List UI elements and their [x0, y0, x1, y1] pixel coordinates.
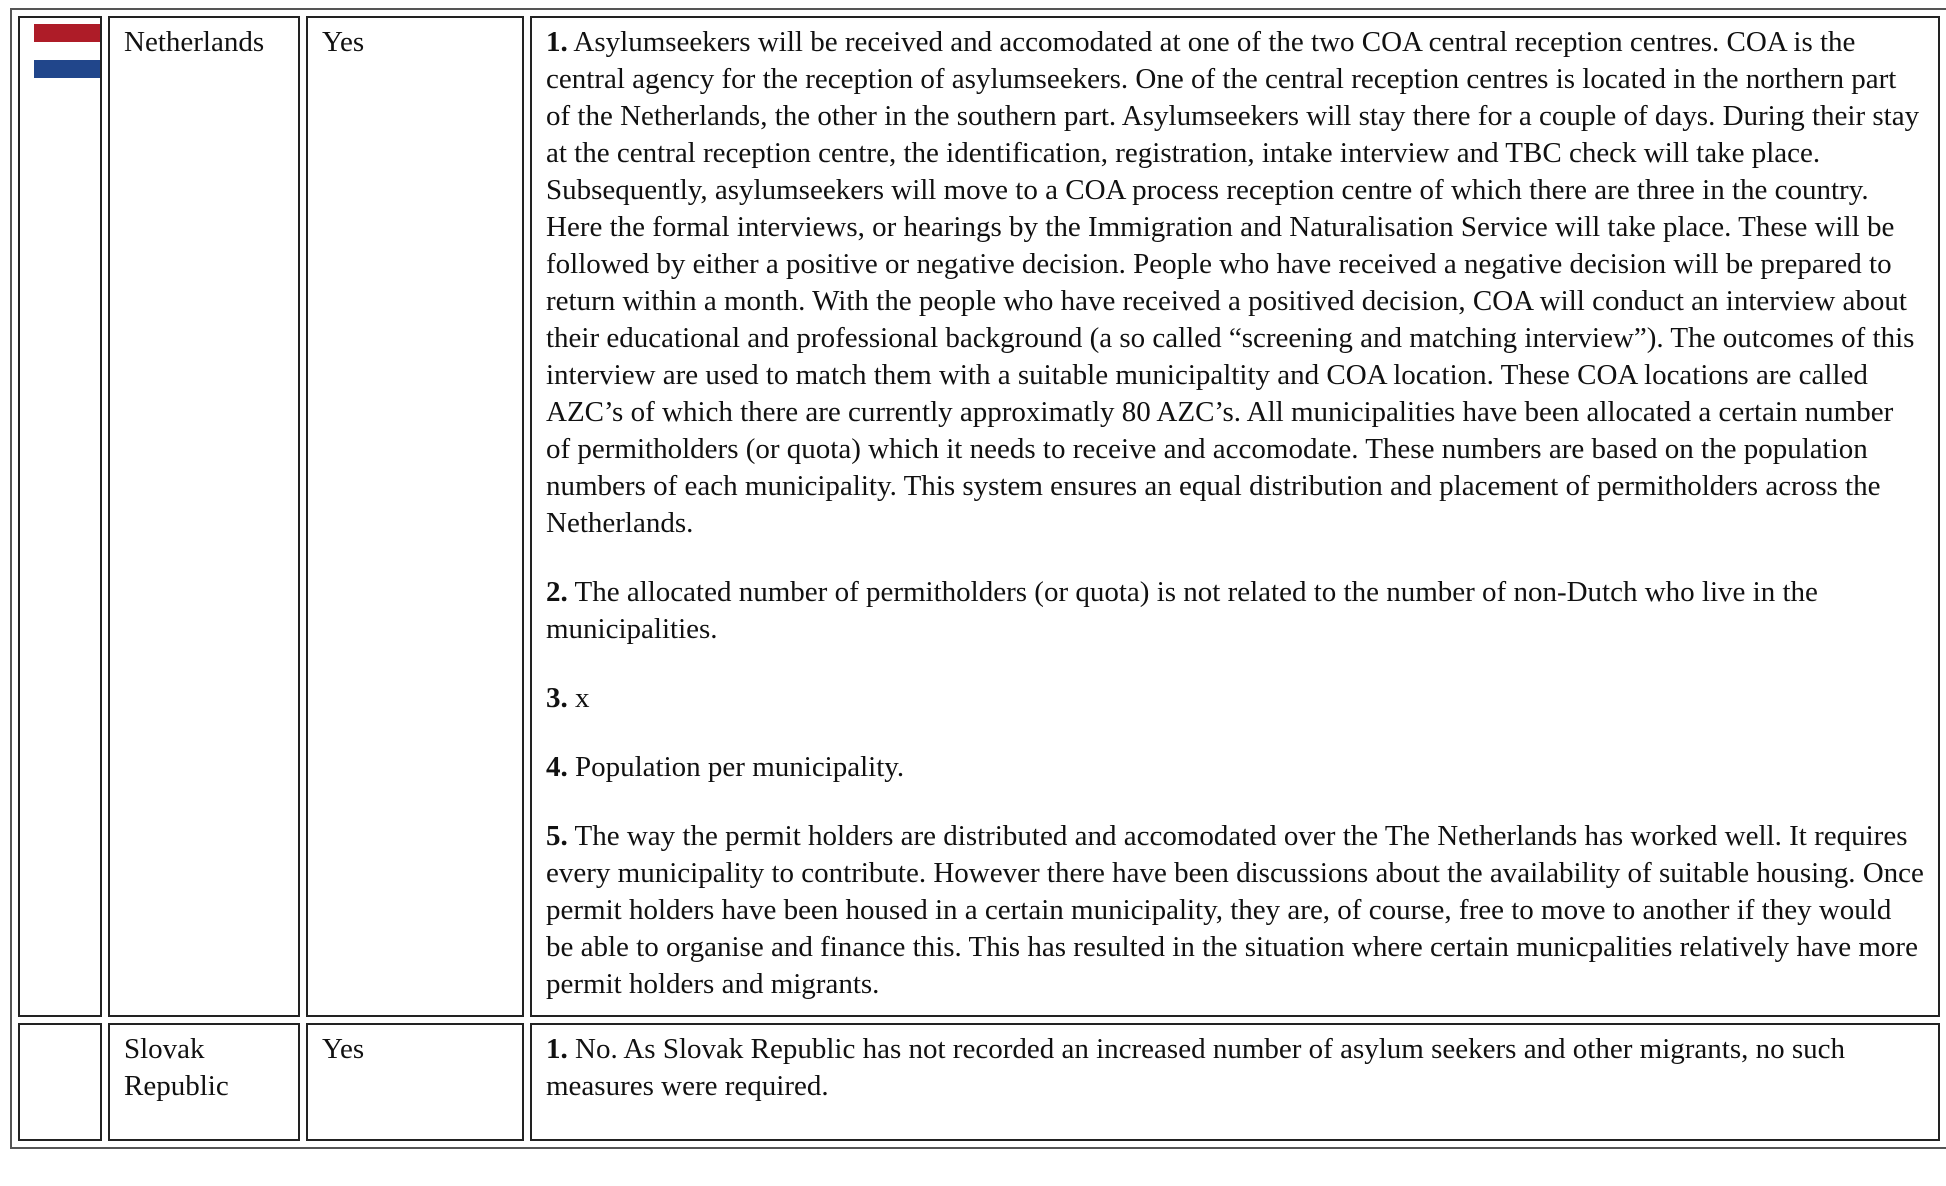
answer-text: The allocated number of permitholders (or quota) is not related to the number of non-Dutch who live in the municipalities.	[546, 576, 1818, 645]
flag-cell	[18, 16, 102, 1017]
answer-text: Population per municipality.	[575, 751, 905, 783]
table-row-netherlands	[18, 16, 1940, 1017]
country-name: Slovak Republic	[108, 1023, 300, 1141]
survey-responses-table	[10, 8, 1946, 1149]
table-row-slovak-republic	[18, 1023, 1940, 1141]
answer-number: 4.	[546, 751, 568, 783]
answer-paragraph	[546, 574, 1924, 648]
answer-paragraph	[546, 818, 1924, 1003]
response-value: Yes	[306, 1023, 524, 1141]
answer-paragraph	[546, 680, 1924, 717]
answer-number: 1.	[546, 26, 568, 58]
flag-cell-empty	[18, 1023, 102, 1141]
answer-number: 2.	[546, 576, 568, 608]
country-name: Netherlands	[108, 16, 300, 1017]
flag-stripe-blue	[34, 60, 102, 78]
answers-cell	[530, 1023, 1940, 1141]
netherlands-flag-icon	[34, 24, 102, 78]
answer-paragraph	[546, 1031, 1924, 1105]
answer-number: 3.	[546, 682, 568, 714]
flag-stripe-red	[34, 24, 102, 42]
answer-number: 1.	[546, 1033, 568, 1065]
answer-text: x	[575, 682, 590, 714]
answer-text: No. As Slovak Republic has not recorded an increased number of asylum seekers and other migrants, no such measures were required.	[546, 1033, 1846, 1102]
answer-number: 5.	[546, 820, 568, 852]
flag-stripe-white	[34, 42, 102, 60]
answer-paragraph	[546, 24, 1924, 542]
answer-text: The way the permit holders are distributed and accomodated over the The Netherlands has worked well. It requires every municipality to contribute. However there have been discussions about the availability of suitable housing. Once permit holders have been housed in a certain municipality, they are, of course, free to move to another if they would be able to organise and finance this. This has resulted in the situation where certain municpalities relatively have more permit holders and migrants.	[546, 820, 1924, 1000]
answer-text: Asylumseekers will be received and accomodated at one of the two COA central reception centres. COA is the central agency for the reception of asylumseekers. One of the central reception centres is located in the northern part of the Netherlands, the other in the southern part. Asylumseekers will stay there for a couple of days. During their stay at the central reception centre, the identification, registration, intake interview and TBC check will take place. Subsequently, asylumseekers will move to a COA process reception centre of which there are three in the country. Here the formal interviews, or hearings by the Immigration and Naturalisation Service will take place. These will be followed by either a positive or negative decision. People who have received a negative decision will be prepared to return within a month. With the people who have received a positived decision, COA will conduct an interview about their educational and professional background (a so called “screening and matching interview”). The outcomes of this interview are used to match them with a suitable municipaltity and COA location. These COA locations are called AZC’s of which there are currently approximatly 80 AZC’s. All municipalities have been allocated a certain number of permitholders (or quota) which it needs to receive and accomodate. These numbers are based on the population numbers of each municipality. This system ensures an equal distribution and placement of permitholders across the Netherlands.	[546, 26, 1920, 539]
answers-cell	[530, 16, 1940, 1017]
answer-paragraph	[546, 749, 1924, 786]
response-value: Yes	[306, 16, 524, 1017]
